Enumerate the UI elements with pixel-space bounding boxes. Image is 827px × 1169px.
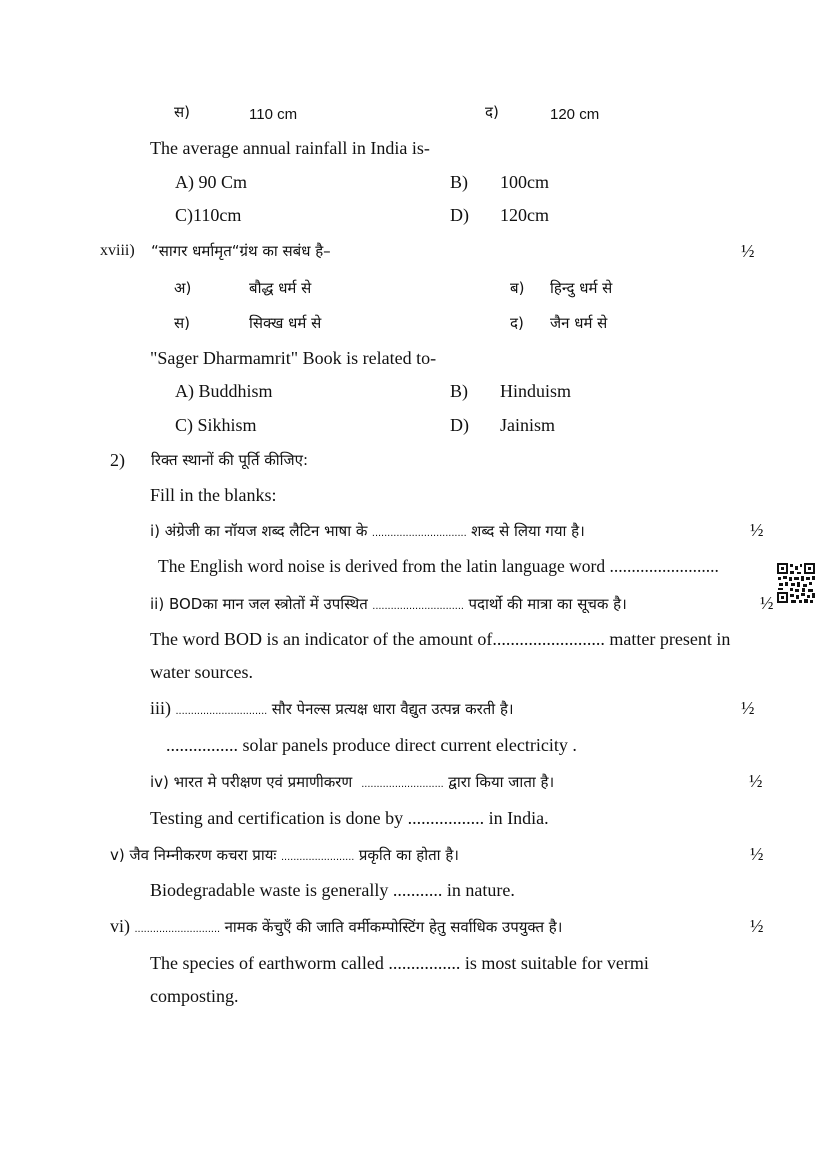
q17-opt-c-label: स) <box>174 103 190 121</box>
q2-iii-hi-post: सौर पेनल्स प्रत्यक्ष धारा वैद्युत उत्पन्न करती है। <box>271 700 514 718</box>
q2-iv-mark: ½ <box>749 771 763 791</box>
q18-opt-d-value: जैन धर्म से <box>550 314 608 332</box>
qr-code-icon <box>776 562 816 604</box>
q18-en-opt-b-label: B) <box>450 381 468 401</box>
q18-question-en: "Sager Dharmamrit" Book is related to- <box>150 348 437 368</box>
q18-en-opt-d-label: D) <box>450 415 469 435</box>
q2-v-en: Biodegradable waste is generally ........... in nature. <box>150 880 515 900</box>
q2-vi-mark: ½ <box>750 916 764 936</box>
q17-question-en: The average annual rainfall in India is- <box>150 138 430 158</box>
q17-opt-c-text: 110 cm <box>249 106 298 123</box>
q18-number: xviii) <box>100 242 135 259</box>
q2-heading-en: Fill in the blanks: <box>150 485 277 505</box>
q17-en-opt-d-label: D) <box>450 205 469 225</box>
q2-vi-num: vi) <box>110 916 130 936</box>
q2-vi-hi <box>110 915 562 940</box>
q2-ii-hi-pre: ii) BODका मान जल स्त्रोतों में उपस्थित <box>150 595 368 613</box>
q18-en-opt-c: C) Sikhism <box>175 415 257 435</box>
q2-iv-hi-blank: ........................... <box>361 778 444 790</box>
q2-v-hi <box>110 843 459 868</box>
q18-opt-c-value: सिक्ख धर्म से <box>249 314 322 332</box>
q2-v-hi-blank: ........................ <box>280 851 355 863</box>
q2-ii-hi-blank: .............................. <box>372 600 464 612</box>
q18-en-opt-b-value: Hinduism <box>500 381 572 401</box>
q17-en-opt-a: A) 90 Cm <box>175 172 247 192</box>
q18-opt-a-value: बौद्ध धर्म से <box>249 279 312 297</box>
q17-en-opt-b-label: B) <box>450 172 468 192</box>
q2-iii-mark: ½ <box>741 698 755 718</box>
q17-en-opt-d-value: 120cm <box>500 205 549 225</box>
q2-ii-hi <box>150 592 627 617</box>
q2-vi-en-line1: The species of earthworm called ................ is most suitable for vermi <box>150 953 649 973</box>
q2-vi-en-line2: composting. <box>150 986 239 1006</box>
q2-ii-hi-post: पदार्थो की मात्रा का सूचक है। <box>468 595 627 613</box>
q2-iv-en: Testing and certification is done by ................. in India. <box>150 808 549 828</box>
q2-i-hi <box>150 519 585 544</box>
q17-opt-d-label: द) <box>485 103 499 121</box>
q18-opt-a-label: अ) <box>174 279 192 297</box>
q2-ii-en-line2: water sources. <box>150 662 253 682</box>
q2-vi-hi-post: नामक केंचुएँ की जाति वर्मीकम्पोस्टिंग हेतु सर्वाधिक उपयुक्त है। <box>224 918 563 936</box>
q2-ii-mark: ½ <box>760 593 774 613</box>
q18-question-hi: “सागर धर्मामृत“ग्रंथ का सबंध है– <box>151 242 331 260</box>
q17-opt-d-value <box>550 102 599 126</box>
q18-en-opt-d-value: Jainism <box>500 415 556 435</box>
q2-i-hi-blank: ............................... <box>371 527 467 539</box>
q2-iii-hi-blank: .............................. <box>175 705 268 717</box>
q2-ii-en-line1: The word BOD is an indicator of the amount of......................... matter present in <box>150 629 731 649</box>
q17-opt-d-text: 120 cm <box>550 106 600 123</box>
q2-i-en: The English word noise is derived from the latin language word ......................... <box>158 556 719 576</box>
q2-iii-hi <box>150 697 514 722</box>
q2-iv-hi-pre: iv) भारत मे परीक्षण एवं प्रमाणीकरण <box>150 773 353 791</box>
q2-iv-hi <box>150 770 554 795</box>
q17-opt-c-value <box>249 102 297 126</box>
q2-v-mark: ½ <box>750 844 764 864</box>
q2-heading-hi: रिक्त स्थानों की पूर्ति कीजिए: <box>151 451 309 469</box>
q17-en-opt-b-value: 100cm <box>500 172 549 192</box>
q2-iii-en: ................ solar panels produce direct current electricity . <box>166 735 577 755</box>
q2-i-hi-pre: i) अंग्रेजी का नॉयज शब्द लैटिन भाषा के <box>150 522 368 540</box>
q18-opt-d-label: द) <box>510 314 524 332</box>
q2-i-hi-post: शब्द से लिया गया है। <box>471 522 585 540</box>
q18-opt-b-label: ब) <box>510 279 525 297</box>
q2-v-hi-pre: v) जैव निम्नीकरण कचरा प्रायः <box>110 846 277 864</box>
q18-opt-b-value: हिन्दु धर्म से <box>550 279 613 297</box>
q2-iv-hi-post: द्वारा किया जाता है। <box>448 773 555 791</box>
q2-i-mark: ½ <box>750 520 764 540</box>
q2-v-hi-post: प्रकृति का होता है। <box>358 846 459 864</box>
q18-en-opt-a: A) Buddhism <box>175 381 273 401</box>
q18-mark: ½ <box>741 241 755 261</box>
q2-iii-hi-pre: iii) <box>150 698 171 718</box>
q2-vi-hi-blank: ............................ <box>134 923 221 935</box>
q17-en-opt-c: C)110cm <box>175 205 242 225</box>
q18-opt-c-label: स) <box>174 314 190 332</box>
q2-number: 2) <box>110 450 125 470</box>
